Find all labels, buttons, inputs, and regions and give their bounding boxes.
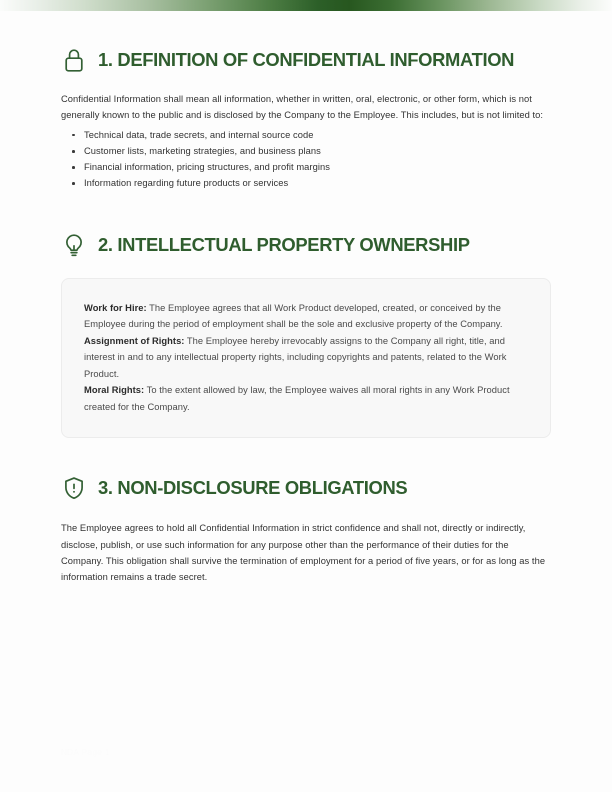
section-3-heading [61, 473, 551, 503]
section-non-disclosure-obligations [0, 438, 612, 586]
callout-text: To the extent allowed by law, the Employee waives all moral rights in any Work Product created for the Company. [84, 385, 510, 412]
section-1-bullet-list [61, 127, 551, 192]
section-2-title: 2. INTELLECTUAL PROPERTY OWNERSHIP [98, 234, 470, 256]
intellectual-property-callout-box [61, 278, 551, 439]
callout-label: Work for Hire: [84, 302, 147, 313]
top-gradient-bar [0, 0, 612, 11]
list-item: Financial information, pricing structures, and profit margins [61, 159, 551, 175]
section-3-title: 3. NON-DISCLOSURE OBLIGATIONS [98, 476, 408, 498]
callout-label: Assignment of Rights: [84, 335, 185, 346]
section-1-title: 1. DEFINITION OF CONFIDENTIAL INFORMATION [98, 48, 515, 70]
list-item: Information regarding future products or services [61, 175, 551, 191]
callout-label: Moral Rights: [84, 385, 145, 396]
lock-icon [61, 45, 87, 75]
section-definition-of-confidential-information [0, 11, 612, 192]
section-intellectual-property-ownership [0, 192, 612, 439]
section-1-paragraph: Confidential Information shall mean all information, whether in written, oral, electronic, or other form, which is not generally known to the public and is disclosed by the Company to the Employee. This includes, but is not limited to: [61, 94, 544, 121]
section-3-paragraph: The Employee agrees to hold all Confidential Information in strict confidence and shall not, directly or indirectly, disclose, publish, or use such information for any purpose other than the performance of their duties for the Company. This obligation shall survive the termination of employment for a period of five years, or for as long as the information remains a trade secret. [61, 523, 546, 583]
lightbulb-icon [61, 231, 87, 261]
callout-clause-moral-rights [84, 382, 528, 415]
footer-watermark: NDA Page 1 [61, 748, 111, 757]
shield-alert-icon [61, 473, 87, 503]
document-content [0, 11, 612, 586]
callout-text: The Employee hereby irrevocably assigns to the Company all right, title, and interest in and to any intellectual property rights, including copyrights and patents, related to the Work Product. [84, 335, 507, 379]
callout-text: The Employee agrees that all Work Product developed, created, or conceived by the Employee during the period of employment shall be the sole and exclusive property of the Company. [84, 302, 503, 330]
callout-clause-work-for-hire [84, 300, 528, 333]
callout-clause-assignment-of-rights [84, 333, 528, 383]
list-item: Technical data, trade secrets, and internal source code [61, 127, 551, 143]
list-item: Customer lists, marketing strategies, and business plans [61, 143, 551, 159]
section-2-heading [61, 231, 551, 261]
section-1-heading [61, 45, 551, 75]
